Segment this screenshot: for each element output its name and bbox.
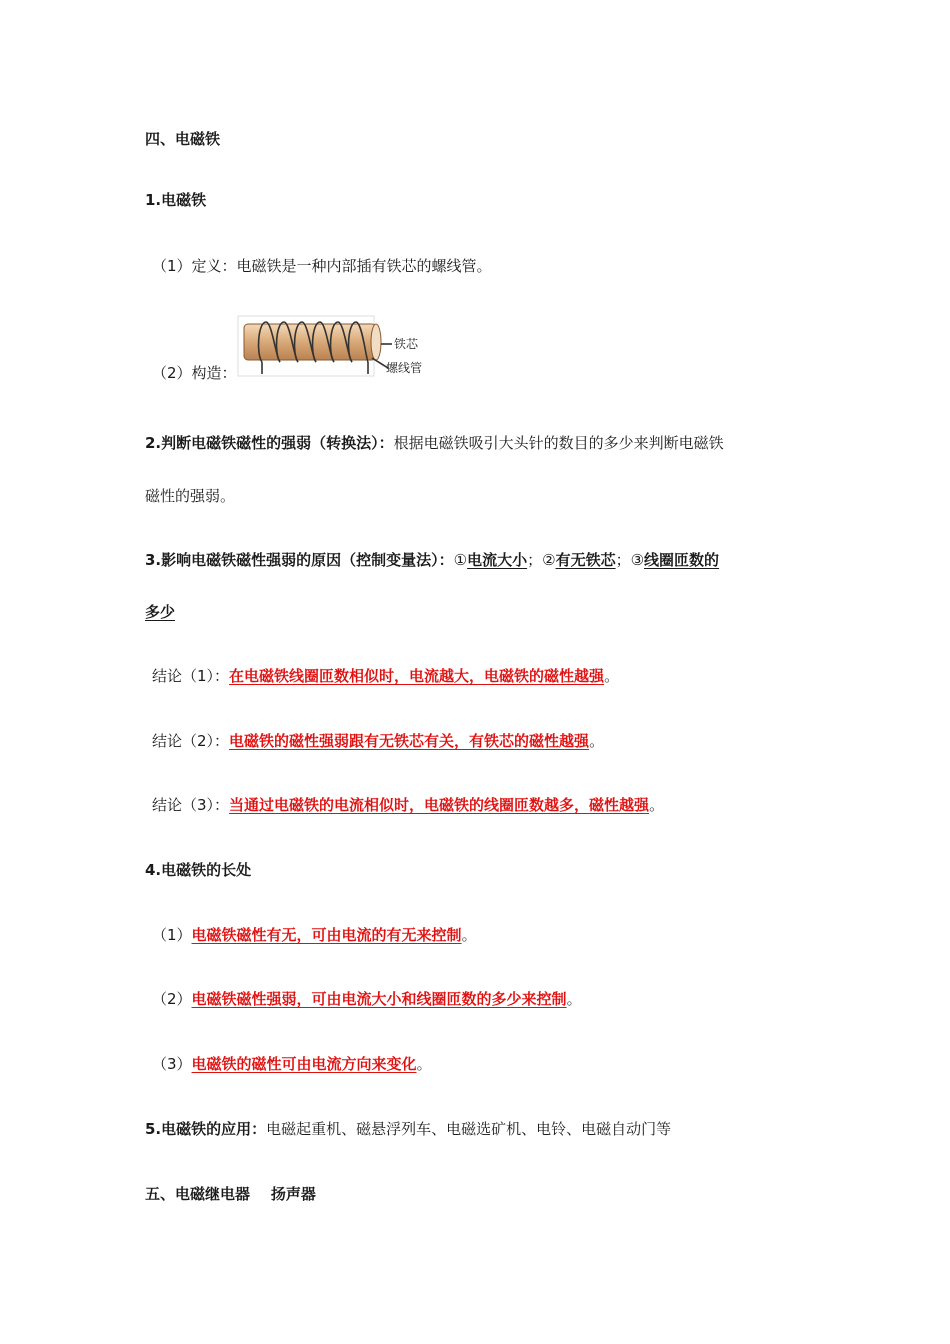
subsection-title-3: 3.影响电磁铁磁性强弱的原因（控制变量法）： [145, 551, 454, 569]
conclusion-1-period: 。 [604, 667, 620, 685]
conclusion-2-label: 结论（2）： [152, 732, 230, 750]
subsection-title-5: 5.电磁铁的应用： [145, 1120, 267, 1138]
factor-marker-1: ① [453, 551, 468, 569]
factor-sep-2: ；③ [615, 551, 645, 569]
advantage-2-text: 电磁铁磁性强弱，可由电流大小和线圈匝数的多少来控制 [191, 990, 567, 1008]
factor-turns-cont-line [145, 601, 175, 623]
conclusion-3-label: 结论（3）： [152, 796, 230, 814]
advantage-1-text: 电磁铁磁性有无，可由电流的有无来控制 [191, 926, 462, 944]
subsection-2-text: 根据电磁铁吸引大头针的数目的多少来判断电磁铁 [393, 434, 724, 452]
advantage-3-text: 电磁铁的磁性可由电流方向来变化 [191, 1055, 417, 1073]
subsection-2 [145, 432, 724, 454]
subsection-5 [145, 1118, 671, 1140]
advantage-2-label: （2） [152, 990, 192, 1008]
section-heading-4: 四、电磁铁 [145, 130, 221, 148]
factor-core: 有无铁芯 [555, 551, 616, 569]
advantage-1-label: （1） [152, 926, 192, 944]
factor-current: 电流大小 [467, 551, 528, 569]
definition-text: （1）定义：电磁铁是一种内部插有铁芯的螺线管。 [152, 257, 492, 275]
advantage-2-period: 。 [566, 990, 582, 1008]
conclusion-2 [152, 730, 604, 752]
conclusion-2-period: 。 [589, 732, 605, 750]
factor-turns: 线圈匝数的 [644, 551, 720, 569]
structure-label: （2）构造： [152, 364, 237, 382]
subsection-title-2: 2.判断电磁铁磁性的强弱（转换法）： [145, 434, 394, 452]
section-heading-5: 五、电磁继电器 扬声器 [145, 1185, 316, 1203]
advantage-1 [152, 924, 477, 946]
conclusion-1-text: 在电磁铁线圈匝数相似时，电流越大，电磁铁的磁性越强 [229, 667, 605, 685]
advantage-2 [152, 988, 582, 1010]
conclusion-1 [152, 665, 619, 687]
subsection-title-1: 1.电磁铁 [145, 191, 207, 209]
core-label: 铁芯 [394, 337, 419, 351]
advantage-3-period: 。 [416, 1055, 432, 1073]
applications-text: 电磁起重机、磁悬浮列车、电磁选矿机、电铃、电磁自动门等 [266, 1120, 672, 1138]
conclusion-3-text: 当通过电磁铁的电流相似时，电磁铁的线圈匝数越多，磁性越强 [229, 796, 650, 814]
conclusion-2-text: 电磁铁的磁性强弱跟有无铁芯有关，有铁芯的磁性越强 [229, 732, 590, 750]
electromagnet-figure [234, 314, 434, 378]
factor-sep-1: ；② [527, 551, 556, 569]
advantage-3-label: （3） [152, 1055, 192, 1073]
conclusion-3 [152, 794, 664, 816]
factor-turns-cont: 多少 [145, 603, 176, 621]
advantage-3 [152, 1053, 432, 1075]
conclusion-1-label: 结论（1）： [152, 667, 230, 685]
subsection-3 [145, 549, 719, 571]
subsection-title-4: 4.电磁铁的长处 [145, 861, 252, 879]
subsection-2-text-cont: 磁性的强弱。 [145, 487, 236, 505]
coil-label: 螺线管 [386, 361, 423, 375]
conclusion-3-period: 。 [649, 796, 665, 814]
advantage-1-period: 。 [461, 926, 477, 944]
